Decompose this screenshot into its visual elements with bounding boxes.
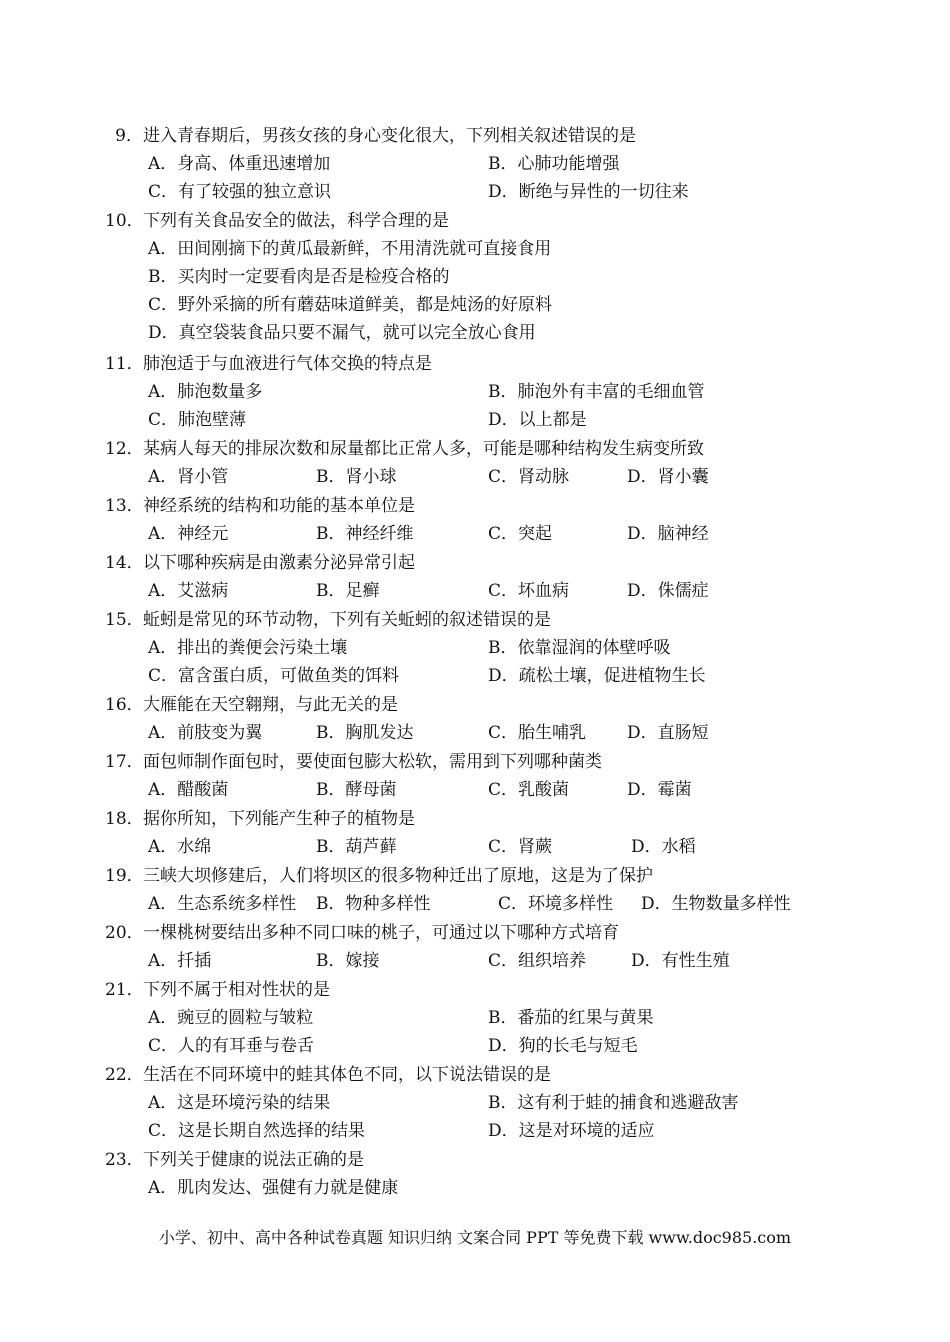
question-15: [105, 606, 825, 690]
option-c: C．这是长期自然选择的结果: [148, 1121, 366, 1141]
option-d: D．肾小囊: [627, 467, 709, 487]
option-b: B．心肺功能增强: [488, 154, 620, 174]
option-d: D．断绝与异性的一切往来: [488, 182, 689, 202]
option-d: D．真空袋装食品只要不漏气，就可以完全放心食用: [148, 323, 536, 343]
options-row: [105, 150, 825, 178]
option-a: A．前肢变为翼: [148, 723, 263, 743]
option-b: B．肺泡外有丰富的毛细血管: [488, 382, 705, 402]
question-10: [105, 207, 825, 347]
option-a: A．扦插: [148, 951, 212, 971]
question-text: 面包师制作面包时，要使面包膨大松软，需用到下列哪种菌类: [143, 752, 602, 772]
option-c: C．组织培养: [488, 951, 587, 971]
option-c: C．坏血病: [488, 581, 570, 601]
question-stem: [105, 549, 825, 577]
question-number: 12．: [105, 439, 144, 459]
question-17: [105, 748, 825, 804]
question-number: 13．: [105, 496, 144, 516]
question-stem: [105, 748, 825, 776]
options-row: [105, 319, 825, 347]
question-number: 23．: [105, 1150, 144, 1170]
option-d: D．有性生殖: [631, 951, 730, 971]
options-row: [105, 890, 825, 918]
option-c: C．乳酸菌: [488, 780, 570, 800]
options-row: [105, 406, 825, 434]
question-number: 17．: [105, 752, 144, 772]
question-stem: [105, 691, 825, 719]
question-text: 下列有关食品安全的做法，科学合理的是: [143, 211, 449, 231]
question-stem: [105, 1061, 825, 1089]
option-a: A．肺泡数量多: [148, 382, 263, 402]
option-a: A．艾滋病: [148, 581, 229, 601]
options-row: [105, 520, 825, 548]
options-row: [105, 178, 825, 206]
option-b: B．买肉时一定要看肉是否是检疫合格的: [148, 267, 450, 287]
options-row: [105, 463, 825, 491]
option-c: C．胎生哺乳: [488, 723, 587, 743]
option-c: C．突起: [488, 524, 553, 544]
option-b: B．胸肌发达: [316, 723, 414, 743]
options-row: [105, 378, 825, 406]
option-c: C．富含蛋白质，可做鱼类的饵料: [148, 666, 400, 686]
options-row: [105, 577, 825, 605]
question-number: 9．: [115, 126, 143, 146]
question-14: [105, 549, 825, 605]
options-row: [105, 263, 825, 291]
question-23: [105, 1146, 825, 1202]
question-stem: [105, 492, 825, 520]
question-text: 生活在不同环境中的蛙其体色不同，以下说法错误的是: [143, 1065, 551, 1085]
options-row: [105, 833, 825, 861]
options-row: [105, 1117, 825, 1145]
question-stem: [105, 606, 825, 634]
option-a: A．肾小管: [148, 467, 229, 487]
option-d: D．侏儒症: [627, 581, 709, 601]
option-b: B．这有利于蛙的捕食和逃避敌害: [488, 1093, 739, 1113]
option-b: B．葫芦藓: [316, 837, 397, 857]
question-stem: [105, 976, 825, 1004]
question-number: 14．: [105, 553, 144, 573]
question-16: [105, 691, 825, 747]
option-c: C．肾动脉: [488, 467, 570, 487]
question-stem: [105, 805, 825, 833]
option-a: A．这是环境污染的结果: [148, 1093, 331, 1113]
question-number: 22．: [105, 1065, 144, 1085]
option-a: A．肌肉发达、强健有力就是健康: [148, 1178, 399, 1198]
option-c: C．环境多样性: [498, 894, 614, 914]
option-a: A．排出的粪便会污染土壤: [148, 638, 348, 658]
options-row: [105, 634, 825, 662]
option-b: B．番茄的红果与黄果: [488, 1008, 654, 1028]
option-d: D．这是对环境的适应: [488, 1121, 655, 1141]
question-stem: [105, 1146, 825, 1174]
footer-download-note: 小学、初中、高中各种试卷真题 知识归纳 文案合同 PPT 等免费下载 www.doc985.com: [158, 1228, 792, 1247]
question-19: [105, 862, 825, 918]
options-row: [105, 719, 825, 747]
question-18: [105, 805, 825, 861]
option-c: C．肾蕨: [488, 837, 553, 857]
option-a: A．田间刚摘下的黄瓜最新鲜，不用清洗就可直接食用: [148, 239, 552, 259]
question-stem: [105, 862, 825, 890]
question-text: 据你所知，下列能产生种子的植物是: [143, 809, 415, 829]
option-c: C．人的有耳垂与卷舌: [148, 1036, 315, 1056]
option-d: D．以上都是: [488, 410, 587, 430]
option-a: A．豌豆的圆粒与皱粒: [148, 1008, 314, 1028]
question-number: 19．: [105, 866, 144, 886]
option-c: C．野外采摘的所有蘑菇味道鲜美，都是炖汤的好原料: [148, 295, 553, 315]
question-20: [105, 919, 825, 975]
options-row: [105, 235, 825, 263]
options-row: [105, 1004, 825, 1032]
option-b: B．酵母菌: [316, 780, 397, 800]
options-row: [105, 1174, 825, 1202]
option-d: D．脑神经: [627, 524, 709, 544]
option-b: B．依靠湿润的体壁呼吸: [488, 638, 671, 658]
option-b: B．嫁接: [316, 951, 380, 971]
option-b: B．肾小球: [316, 467, 397, 487]
question-text: 蚯蚓是常见的环节动物，下列有关蚯蚓的叙述错误的是: [143, 610, 551, 630]
options-row: [105, 947, 825, 975]
question-stem: [105, 207, 825, 235]
question-number: 20．: [105, 923, 144, 943]
option-a: A．醋酸菌: [148, 780, 229, 800]
question-text: 下列不属于相对性状的是: [143, 980, 330, 1000]
question-22: [105, 1061, 825, 1145]
option-b: B．神经纤维: [316, 524, 414, 544]
option-b: B．物种多样性: [316, 894, 431, 914]
question-text: 大雁能在天空翱翔，与此无关的是: [143, 695, 398, 715]
option-a: A．生态系统多样性: [148, 894, 297, 914]
question-text: 进入青春期后，男孩女孩的身心变化很大，下列相关叙述错误的是: [143, 126, 636, 146]
question-text: 以下哪种疾病是由激素分泌异常引起: [143, 553, 415, 573]
option-b: B．足癣: [316, 581, 380, 601]
options-row: [105, 1032, 825, 1060]
question-text: 神经系统的结构和功能的基本单位是: [143, 496, 415, 516]
question-number: 21．: [105, 980, 144, 1000]
question-text: 一棵桃树要结出多种不同口味的桃子，可通过以下哪种方式培育: [143, 923, 619, 943]
question-stem: [105, 919, 825, 947]
question-11: [105, 350, 825, 434]
question-text: 三峡大坝修建后，人们将坝区的很多物种迁出了原地，这是为了保护: [143, 866, 653, 886]
question-13: [105, 492, 825, 548]
option-a: A．神经元: [148, 524, 229, 544]
question-number: 18．: [105, 809, 144, 829]
question-number: 16．: [105, 695, 144, 715]
option-d: D．生物数量多样性: [641, 894, 791, 914]
question-number: 15．: [105, 610, 144, 630]
question-stem: [105, 435, 825, 463]
question-text: 肺泡适于与血液进行气体交换的特点是: [143, 354, 432, 374]
option-d: D．直肠短: [627, 723, 709, 743]
option-d: D．疏松土壤，促进植物生长: [488, 666, 706, 686]
question-number: 10．: [105, 211, 144, 231]
option-d: D．狗的长毛与短毛: [488, 1036, 638, 1056]
question-number: 11．: [105, 354, 144, 374]
question-text: 下列关于健康的说法正确的是: [143, 1150, 364, 1170]
option-d: D．霉菌: [627, 780, 692, 800]
question-stem: [105, 122, 825, 150]
option-a: A．水绵: [148, 837, 212, 857]
question-stem: [105, 350, 825, 378]
options-row: [105, 776, 825, 804]
options-row: [105, 1089, 825, 1117]
question-12: [105, 435, 825, 491]
question-9: [105, 122, 825, 206]
option-c: C．有了较强的独立意识: [148, 182, 332, 202]
options-row: [105, 291, 825, 319]
options-row: [105, 662, 825, 690]
question-text: 某病人每天的排尿次数和尿量都比正常人多，可能是哪种结构发生病变所致: [143, 439, 704, 459]
option-c: C．肺泡壁薄: [148, 410, 247, 430]
question-21: [105, 976, 825, 1060]
option-a: A．身高、体重迅速增加: [148, 154, 331, 174]
option-d: D．水稻: [631, 837, 696, 857]
